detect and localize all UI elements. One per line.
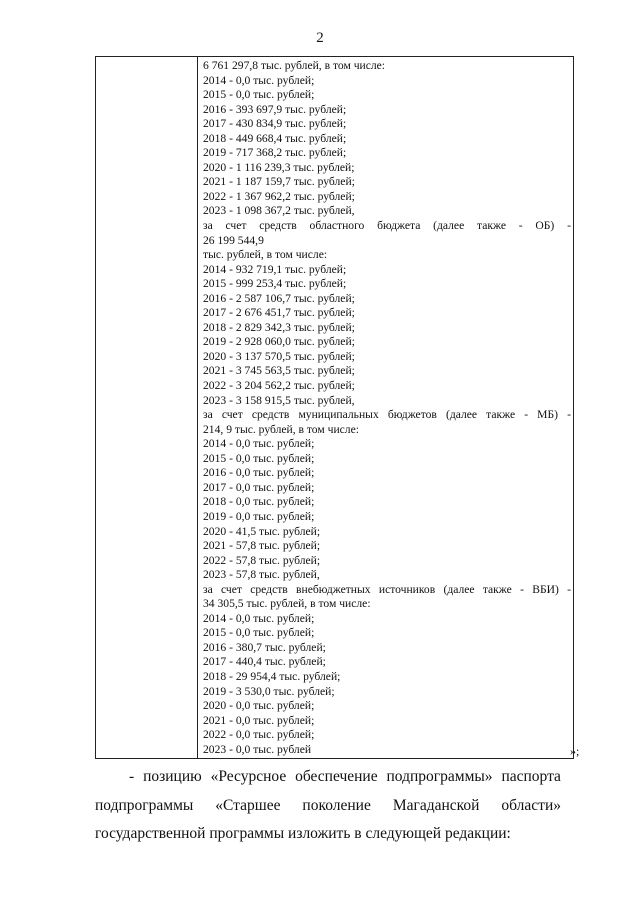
word: счет xyxy=(221,408,243,422)
year-line: 2020 - 3 137 570,5 тыс. рублей; xyxy=(203,349,355,363)
year-line: 2023 - 3 158 915,5 тыс. рублей, xyxy=(203,393,355,407)
word: счет xyxy=(225,219,247,233)
instruction-paragraph-2 xyxy=(95,796,561,815)
year-line: 2014 - 932 719,1 тыс. рублей; xyxy=(203,262,347,276)
word: (далее xyxy=(433,219,465,233)
ob-amount: 26 199 544,9 xyxy=(203,233,264,247)
funding-cell xyxy=(203,59,571,757)
year-line: 2016 - 380,7 тыс. рублей; xyxy=(203,640,326,654)
year-line: 2015 - 999 253,4 тыс. рублей; xyxy=(203,277,347,291)
word: счет xyxy=(221,582,242,596)
word: источников xyxy=(378,582,436,596)
word: «Ресурсное xyxy=(210,768,287,785)
year-line: 2022 - 0,0 тыс. рублей; xyxy=(203,728,315,742)
paragraph-line-2 xyxy=(95,796,561,815)
page-number: 2 xyxy=(316,30,324,46)
year-line: 2018 - 0,0 тыс. рублей; xyxy=(203,495,315,509)
total-amount-line: 6 761 297,8 тыс. рублей, в том числе: xyxy=(203,59,386,72)
mb-heading xyxy=(203,408,571,423)
year-line: 2021 - 57,8 тыс. рублей; xyxy=(203,539,321,553)
word: средств xyxy=(251,408,290,422)
word: ОБ) xyxy=(535,219,555,233)
word: за xyxy=(203,408,213,422)
word: позицию xyxy=(143,768,202,785)
word: бюджета xyxy=(377,219,421,233)
year-line: 2020 - 0,0 тыс. рублей; xyxy=(203,699,315,713)
year-line: 2017 - 0,0 тыс. рублей; xyxy=(203,480,315,494)
paragraph-line-1 xyxy=(95,767,561,786)
year-line: 2015 - 0,0 тыс. рублей; xyxy=(203,626,315,640)
year-line: 2021 - 1 187 159,7 тыс. рублей; xyxy=(203,175,355,189)
instruction-paragraph-3 xyxy=(95,824,561,843)
table-column-divider xyxy=(197,57,198,758)
word: поколение xyxy=(302,797,371,814)
word: также xyxy=(476,219,506,233)
word: подпрограммы xyxy=(95,797,194,814)
mb-amount-line: 214, 9 тыс. рублей, в том числе: xyxy=(203,422,359,436)
year-line: 2019 - 2 928 060,0 тыс. рублей; xyxy=(203,335,355,349)
vbi-heading xyxy=(203,583,571,598)
word: (далее xyxy=(445,408,478,422)
resource-table xyxy=(95,56,574,759)
year-line: 2014 - 0,0 тыс. рублей; xyxy=(203,73,315,87)
word: - xyxy=(520,582,524,596)
year-line: 2015 - 0,0 тыс. рублей; xyxy=(203,451,315,465)
word: средств xyxy=(250,582,288,596)
word: за xyxy=(203,219,213,233)
year-line: 2022 - 57,8 тыс. рублей; xyxy=(203,553,321,567)
word: подпрограммы» xyxy=(386,768,493,785)
year-line: 2017 - 440,4 тыс. рублей; xyxy=(203,655,326,669)
ob-heading xyxy=(203,219,571,234)
year-line: 2019 - 717 368,2 тыс. рублей; xyxy=(203,146,347,160)
word: ВБИ) xyxy=(532,582,559,596)
word: - xyxy=(129,768,135,785)
paragraph-line-3: государственной программы изложить в следующей редакции: xyxy=(95,825,511,842)
word: «Старшее xyxy=(215,797,281,814)
year-line: 2015 - 0,0 тыс. рублей; xyxy=(203,88,315,102)
word: - xyxy=(567,219,571,233)
year-line: 2021 - 3 745 563,5 тыс. рублей; xyxy=(203,364,355,378)
word: - xyxy=(567,408,571,422)
year-line: 2014 - 0,0 тыс. рублей; xyxy=(203,611,315,625)
closing-quote: »; xyxy=(570,744,580,758)
word: также xyxy=(486,408,516,422)
word: - xyxy=(524,408,529,422)
mb-year-list xyxy=(203,437,571,582)
word: - xyxy=(518,219,523,233)
word: средств xyxy=(259,219,297,233)
word: также xyxy=(482,582,512,596)
year-line: 2018 - 29 954,4 тыс. рублей; xyxy=(203,669,341,683)
year-line: 2017 - 430 834,9 тыс. рублей; xyxy=(203,117,347,131)
word: областного xyxy=(309,219,365,233)
year-line: 2023 - 0,0 тыс. рублей xyxy=(203,742,312,756)
word: МБ) xyxy=(537,408,558,422)
ob-year-list xyxy=(203,263,571,408)
year-line: 2023 - 57,8 тыс. рублей, xyxy=(203,568,320,582)
word: муниципальных xyxy=(298,408,379,422)
word: бюджетов xyxy=(387,408,437,422)
year-line: 2023 - 1 098 367,2 тыс. рублей, xyxy=(203,204,355,218)
year-line: 2014 - 0,0 тыс. рублей; xyxy=(203,437,315,451)
year-line: 2020 - 41,5 тыс. рублей; xyxy=(203,524,321,538)
year-line: 2022 - 3 204 562,2 тыс. рублей; xyxy=(203,379,355,393)
word: внебюджетных xyxy=(296,582,371,596)
instruction-paragraph xyxy=(95,767,561,786)
total-year-list xyxy=(203,74,571,219)
year-line: 2017 - 2 676 451,7 тыс. рублей; xyxy=(203,306,355,320)
year-line: 2018 - 449 668,4 тыс. рублей; xyxy=(203,131,347,145)
year-line: 2019 - 0,0 тыс. рублей; xyxy=(203,509,315,523)
word: области» xyxy=(501,797,561,814)
vbi-amount-line: 34 305,5 тыс. рублей, в том числе: xyxy=(203,597,371,611)
vbi-year-list xyxy=(203,612,571,757)
word: обеспечение xyxy=(295,768,378,785)
year-line: 2022 - 1 367 962,2 тыс. рублей; xyxy=(203,189,355,203)
word: - xyxy=(567,582,571,596)
word: за xyxy=(203,582,213,596)
year-line: 2018 - 2 829 342,3 тыс. рублей; xyxy=(203,320,355,334)
word: паспорта xyxy=(501,768,561,785)
word: Магаданской xyxy=(392,797,480,814)
word: (далее xyxy=(443,582,475,596)
year-line: 2020 - 1 116 239,3 тыс. рублей; xyxy=(203,160,355,174)
ob-amount-tail: тыс. рублей, в том числе: xyxy=(203,248,328,262)
year-line: 2016 - 393 697,9 тыс. рублей; xyxy=(203,102,347,116)
year-line: 2021 - 0,0 тыс. рублей; xyxy=(203,713,315,727)
year-line: 2019 - 3 530,0 тыс. рублей; xyxy=(203,684,335,698)
year-line: 2016 - 2 587 106,7 тыс. рублей; xyxy=(203,291,355,305)
year-line: 2016 - 0,0 тыс. рублей; xyxy=(203,466,315,480)
